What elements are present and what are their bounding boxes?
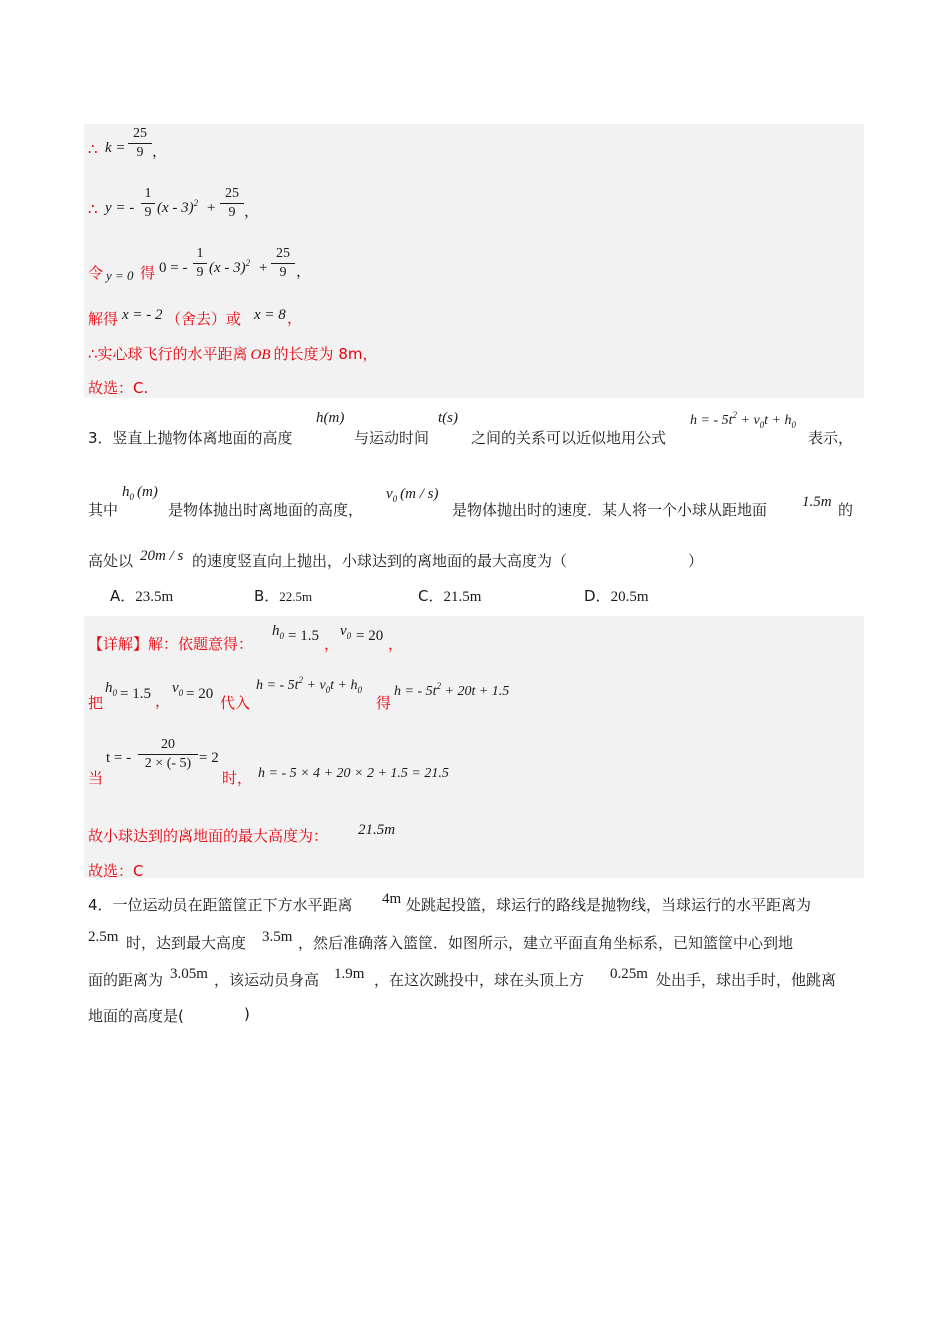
answer-text: 故选：C. bbox=[88, 379, 149, 397]
y-fraction-1: 1 9 bbox=[141, 186, 155, 221]
sub-formula: h = - $5t^2 + v_0t + h_0$ bbox=[256, 675, 363, 695]
v0-value: $v_0$ bbox=[340, 623, 352, 641]
q4-line2-a: 时，达到最大高度 bbox=[126, 934, 247, 952]
when-height: h = - 5 × 4 + 20 × 2 + 1.5 = 21.5 bbox=[258, 766, 449, 781]
y-tail: ， bbox=[244, 204, 260, 220]
q3-line3-a: 高处以 bbox=[88, 552, 134, 570]
therefore-symbol: ∴ bbox=[88, 142, 98, 158]
q4-athlete-height: 1.9m bbox=[334, 966, 365, 982]
q3-line2-c: 是物体抛出时的速度．某人将一个小球从距地面 bbox=[452, 501, 768, 519]
solve-tail: ， bbox=[287, 311, 303, 327]
comma-2: ， bbox=[388, 637, 404, 653]
let-label: 令 bbox=[88, 264, 104, 282]
sub-result: h = - $5t^2 + 20t + 1.5$ bbox=[394, 681, 510, 699]
k-equation: k = bbox=[105, 140, 126, 156]
q4-line4: 地面的高度是( bbox=[88, 1007, 184, 1025]
y-equation-start: y = - bbox=[105, 200, 135, 216]
max-height-value: 21.5m bbox=[358, 822, 396, 838]
solve-label: 解得 bbox=[88, 310, 119, 328]
q4-distance: 4m bbox=[382, 891, 402, 907]
q4-line3-b: ，该运动员身高 bbox=[214, 971, 320, 989]
q3-line1-c: 之间的关系可以近似地用公式 bbox=[471, 429, 667, 447]
q3-line3-b: 的速度竖直向上抛出，小球达到的离地面的最大高度为（ bbox=[192, 552, 568, 570]
q3-line2-d: 的 bbox=[838, 501, 854, 519]
k-fraction: 25 9 bbox=[128, 126, 152, 161]
h0-equals: = 1.5 bbox=[288, 628, 319, 644]
q4-line2-b: ，然后准确落入篮筐．如图所示，建立平面直角坐标系，已知篮筐中心到地 bbox=[298, 934, 794, 952]
q3-line2-a: 其中 bbox=[88, 501, 119, 519]
q3-line3-c: ） bbox=[688, 552, 704, 570]
when-label: 当 bbox=[88, 769, 104, 787]
h0-value: $h_0$ bbox=[272, 623, 284, 641]
let-condition: y = 0 bbox=[106, 268, 134, 283]
q3-height-symbol: h(m) bbox=[316, 410, 345, 426]
sub-comma: ， bbox=[155, 694, 171, 710]
q4-max-height: 3.5m bbox=[262, 929, 293, 945]
sub-into: 代入 bbox=[220, 694, 251, 712]
let-plus: + bbox=[259, 260, 268, 276]
let-fraction-2: 25 9 bbox=[271, 246, 295, 281]
q4-horizontal: 2.5m bbox=[88, 929, 119, 945]
q3-initial-velocity-symbol: $v_0$ (m / s) bbox=[386, 486, 439, 504]
solve-root-2: x = 8 bbox=[254, 307, 286, 323]
sub-get: 得 bbox=[376, 694, 392, 712]
conclusion-text: ∴实心球飞行的水平距离 OB 的长度为 8m， bbox=[88, 345, 378, 363]
q4-line3-d: 处出手，球出手时，他跳离 bbox=[656, 971, 837, 989]
q3-line1-a: 3．竖直上抛物体离地面的高度 bbox=[88, 429, 293, 447]
let-equation-start: 0 = - bbox=[159, 260, 188, 276]
q4-line3-a: 面的距离为 bbox=[88, 971, 164, 989]
solve-discard: （舍去）或 bbox=[166, 310, 242, 328]
let-equation-mid: (x - 3)$^2$ bbox=[209, 258, 251, 276]
y-equation-mid: (x - 3)$^2$ bbox=[157, 198, 199, 216]
q4-line1-b: 处跳起投篮，球运行的路线是抛物线，当球运行的水平距离为 bbox=[406, 896, 812, 914]
q3-initial-height-symbol: $h_0$ (m) bbox=[122, 484, 158, 502]
therefore-symbol: ∴ bbox=[88, 202, 98, 218]
q3-start-height: 1.5m bbox=[802, 494, 832, 510]
let-get: 得 bbox=[140, 264, 156, 282]
option-b[interactable]: B．22.5m bbox=[254, 587, 313, 605]
sub-h0: $h_0$ bbox=[105, 680, 117, 698]
answer-text-2: 故选：C bbox=[88, 862, 144, 880]
y-fraction-2: 25 9 bbox=[220, 186, 244, 221]
q4-line1-a: 4．一位运动员在距篮筐正下方水平距离 bbox=[88, 896, 353, 914]
when-t: t = - bbox=[106, 750, 132, 766]
y-plus: + bbox=[207, 200, 216, 216]
when-time: 时， bbox=[222, 769, 253, 787]
q3-line2-b: 是物体抛出时离地面的高度， bbox=[168, 501, 364, 519]
comma-1: ， bbox=[324, 637, 340, 653]
detail-tag: 【详解】解：依题意得： bbox=[88, 635, 254, 653]
substitute-label: 把 bbox=[88, 694, 104, 712]
q3-line1-d: 表示， bbox=[808, 429, 854, 447]
let-tail: ， bbox=[296, 264, 312, 280]
sub-v0: $v_0$ bbox=[172, 680, 184, 698]
solve-root-1: x = - 2 bbox=[122, 307, 163, 323]
when-equals: = 2 bbox=[199, 750, 219, 766]
max-height-text: 故小球达到的离地面的最大高度为： bbox=[88, 827, 329, 845]
q4-line3-c: ，在这次跳投中，球在头顶上方 bbox=[374, 971, 585, 989]
when-fraction: 20 2 × (- 5) bbox=[138, 737, 198, 772]
option-d[interactable]: D．20.5m bbox=[584, 587, 649, 605]
sub-v0-equals: = 20 bbox=[186, 686, 214, 702]
k-tail: ， bbox=[152, 144, 168, 160]
v0-equals: = 20 bbox=[356, 628, 384, 644]
let-fraction-1: 1 9 bbox=[193, 246, 207, 281]
q4-above-head: 0.25m bbox=[610, 966, 648, 982]
sub-h0-equals: = 1.5 bbox=[120, 686, 151, 702]
q3-line1-b: 与运动时间 bbox=[354, 429, 430, 447]
q3-speed: 20m / s bbox=[140, 548, 184, 564]
q3-time-symbol: t(s) bbox=[438, 410, 458, 426]
option-a[interactable]: A．23.5m bbox=[110, 587, 174, 605]
option-c[interactable]: C．21.5m bbox=[418, 587, 482, 605]
q3-formula: h = - $5t^2 + v_0t + h_0$ bbox=[690, 410, 797, 430]
q4-basket-height: 3.05m bbox=[170, 966, 208, 982]
q4-line4-close: ) bbox=[244, 1005, 250, 1023]
